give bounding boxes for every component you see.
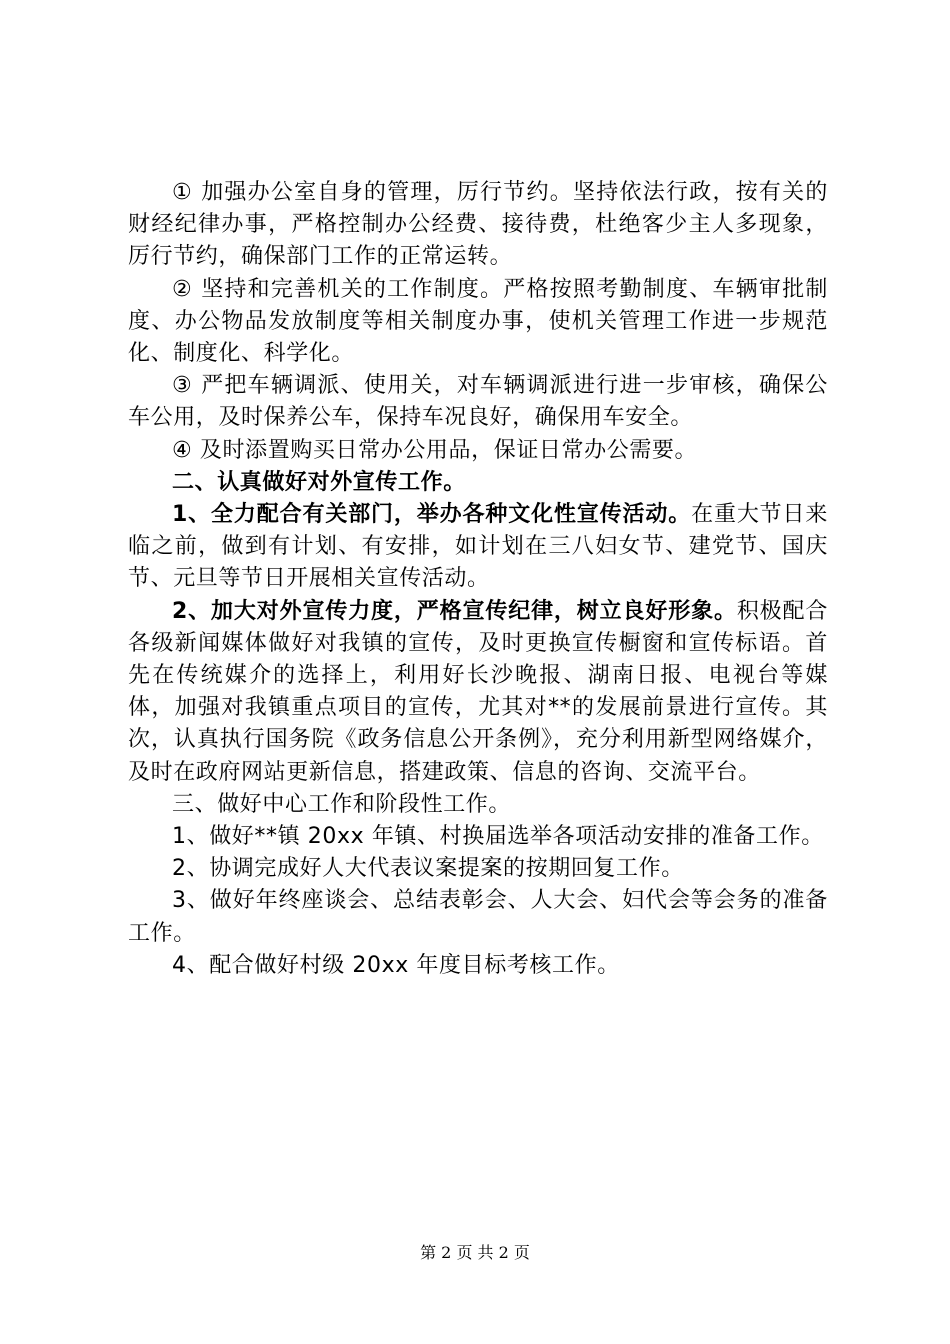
paragraph-text: 3、做好年终座谈会、总结表彰会、人大会、妇代会等会务的准备工作。: [128, 888, 828, 946]
paragraph-text: 积极配合各级新闻媒体做好对我镇的宣传，及时更换宣传橱窗和宣传标语。首先在传统媒介的选择上，利用好长沙晚报、湖南日报、电视台等媒体，加强对我镇重点项目的宣传，尤其对**的发展前景进行宣传。其次，认真执行国务院《政务信息公开条例》，充分利用新型网络媒介，及时在政府网站更新信息，搭建政策、信息的咨询、交流平台。: [128, 598, 828, 785]
paragraph-lead: 2、加大对外宣传力度，严格宣传纪律，树立良好形象。: [172, 598, 737, 624]
paragraph-lead: 1、全力配合有关部门，举办各种文化性宣传活动。: [172, 502, 692, 528]
paragraph-text: 1、做好**镇 20xx 年镇、村换届选举各项活动安排的准备工作。: [172, 824, 824, 850]
paragraph-text: ④ 及时添置购买日常办公用品，保证日常办公需要。: [172, 437, 698, 463]
paragraph-lead: 二、认真做好对外宣传工作。: [172, 469, 466, 495]
section-heading-2: [128, 467, 828, 499]
paragraph-3: [128, 370, 828, 434]
paragraph-text: ① 加强办公室自身的管理，厉行节约。坚持依法行政，按有关的财经纪律办事，严格控制办公经费、接待费，杜绝客少主人多现象，厉行节约，确保部门工作的正常运转。: [128, 180, 828, 270]
paragraph-12: [128, 950, 828, 982]
paragraph-9: [128, 821, 828, 853]
section-heading-3: [128, 789, 828, 821]
paragraph-11: [128, 885, 828, 949]
paragraph-6: [128, 499, 828, 596]
paragraph-1: [128, 177, 828, 274]
document-body: [128, 177, 828, 982]
paragraph-text: 三、做好中心工作和阶段性工作。: [172, 791, 512, 817]
paragraph-text: 2、协调完成好人大代表议案提案的按期回复工作。: [172, 856, 684, 882]
paragraph-10: [128, 853, 828, 885]
page-number-label: 第 2 页 共 2 页: [420, 1243, 530, 1262]
paragraph-text: ② 坚持和完善机关的工作制度。严格按照考勤制度、车辆审批制度、办公物品发放制度等相关制度办事，使机关管理工作进一步规范化、制度化、科学化。: [128, 276, 828, 367]
paragraph-2: [128, 274, 828, 371]
paragraph-text: 4、配合做好村级 20xx 年度目标考核工作。: [172, 952, 620, 978]
page-footer: [0, 1243, 950, 1263]
paragraph-text: 在重大节日来临之前，做到有计划、有安排，如计划在三八妇女节、建党节、国庆节、元旦等节日开展相关宣传活动。: [128, 502, 828, 592]
paragraph-7: [128, 596, 828, 789]
paragraph-4: [128, 435, 828, 467]
paragraph-text: ③ 严把车辆调派、使用关，对车辆调派进行进一步审核，确保公车公用，及时保养公车，保持车况良好，确保用车安全。: [128, 373, 828, 431]
